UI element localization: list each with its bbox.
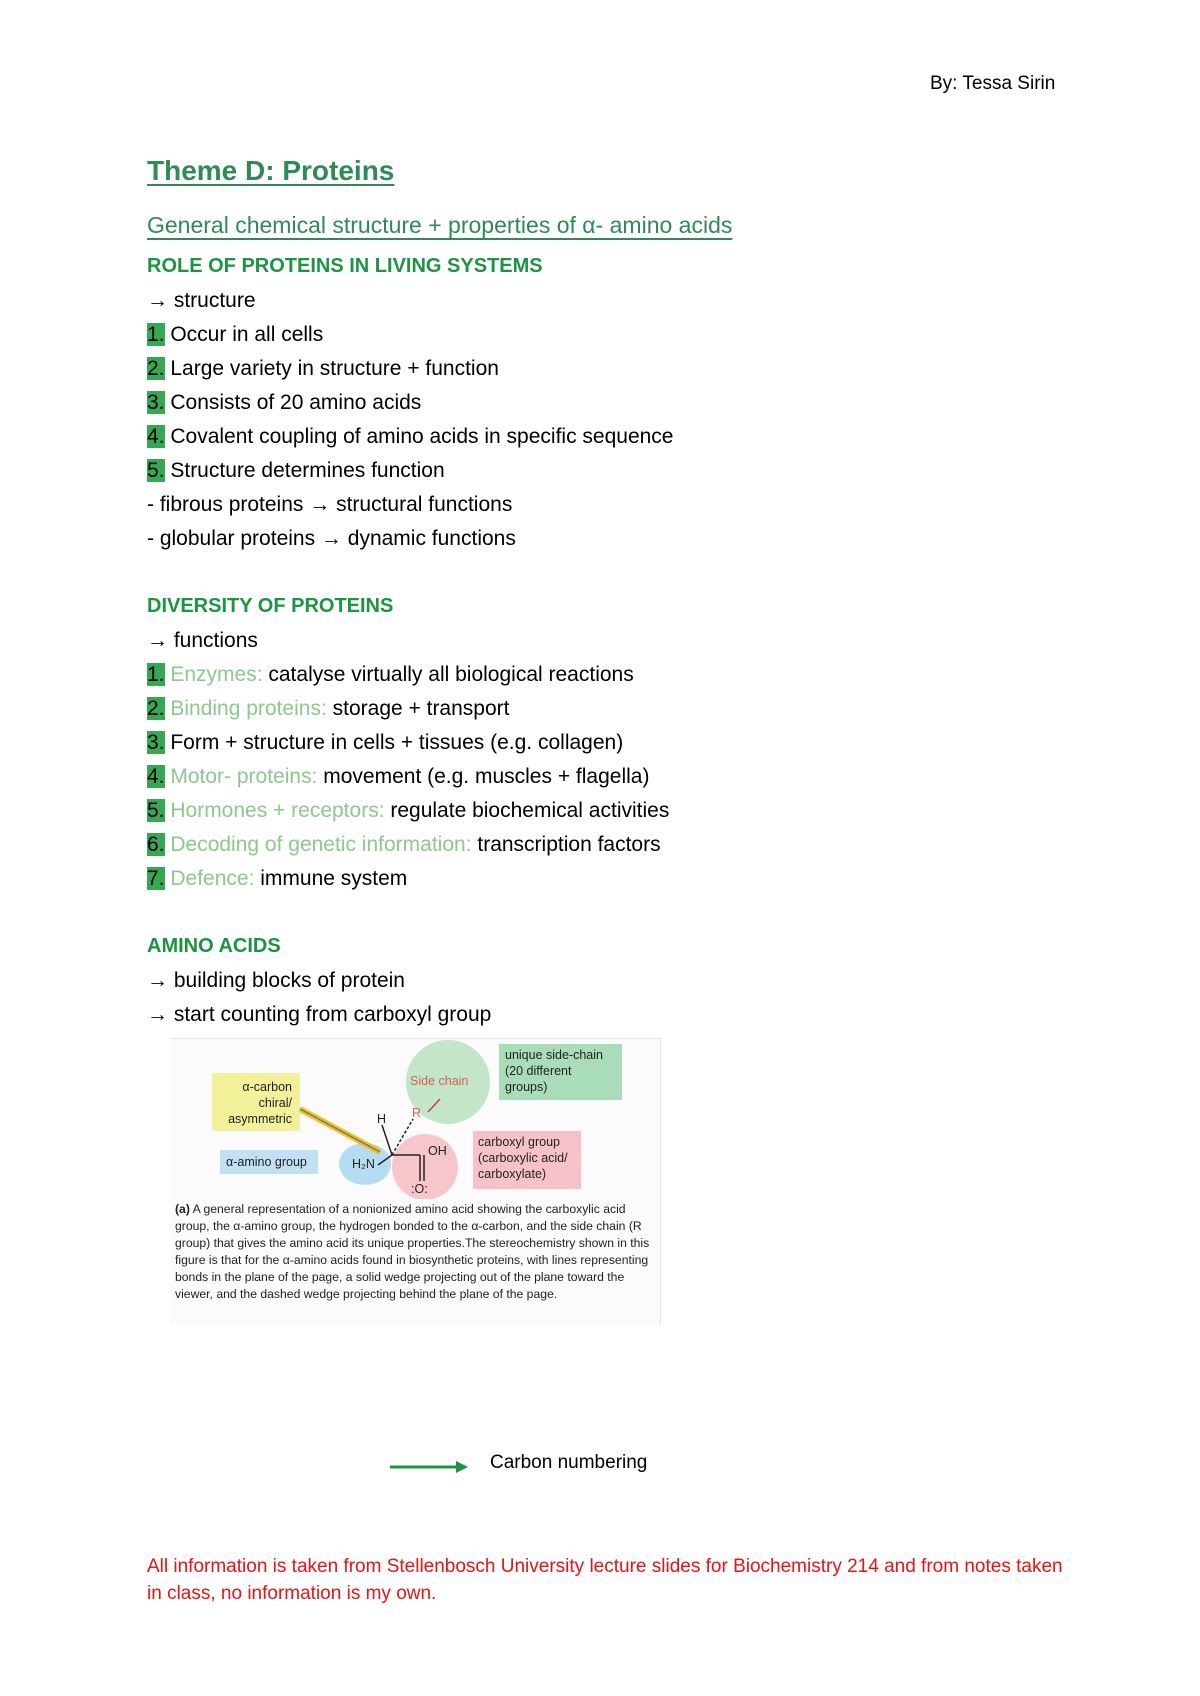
section-heading-diversity: DIVERSITY OF PROTEINS: [147, 595, 394, 617]
unique-side-chain-label: unique side-chain (20 different groups): [505, 1048, 603, 1094]
item-number: 4.: [147, 765, 165, 788]
atom-r: R: [412, 1106, 422, 1120]
list-item: 1. Occur in all cells: [147, 323, 324, 346]
list-item: → structure: [147, 289, 256, 312]
atom-oh: OH: [428, 1144, 447, 1158]
carbon-numbering-label: Carbon numbering: [490, 1452, 648, 1473]
list-item: 2. Binding proteins: storage + transport: [147, 697, 510, 720]
author-byline: By: Tessa Sirin: [930, 73, 1056, 94]
list-item: 6. Decoding of genetic information: transcription factors: [147, 833, 661, 856]
item-number: 1.: [147, 663, 165, 686]
disclaimer-note: All information is taken from Stellenbosch University lecture slides for Biochemistry 214 and from notes taken in class, no information is my own.: [147, 1556, 1063, 1604]
item-label: Decoding of genetic information:: [164, 833, 472, 856]
section-heading-amino-acids: AMINO ACIDS: [147, 935, 281, 957]
item-number: 3.: [147, 731, 165, 754]
atom-h: H: [377, 1112, 387, 1126]
carboxyl-group-label: carboxyl group (carboxylic acid/ carboxylate): [478, 1135, 568, 1181]
list-item: - globular proteins → dynamic functions: [147, 527, 516, 550]
item-label: Binding proteins:: [164, 697, 327, 720]
section-heading-role: ROLE OF PROTEINS IN LIVING SYSTEMS: [147, 255, 543, 277]
alpha-carbon-label: α-carbon chiral/ asymmetric: [228, 1080, 292, 1126]
item-number: 2.: [147, 357, 165, 380]
list-item: 5. Hormones + receptors: regulate biochemical activities: [147, 799, 670, 822]
page-title: Theme D: Proteins: [147, 155, 395, 186]
right-arrow-icon: [390, 1460, 470, 1474]
item-label: Enzymes:: [164, 663, 263, 686]
atom-h2n: H₂N: [352, 1157, 375, 1171]
list-item: 5. Structure determines function: [147, 459, 445, 482]
item-number: 6.: [147, 833, 165, 856]
item-number: 5.: [147, 459, 165, 482]
carbon-numbering-note: [390, 1452, 690, 1482]
item-number: 7.: [147, 867, 165, 890]
item-number: 2.: [147, 697, 165, 720]
item-number: 1.: [147, 323, 165, 346]
list-item: → functions: [147, 629, 258, 652]
caption-text: A general representation of a nonionized amino acid showing the carboxylic acid group, the α-amino group, the hydrogen bonded to the α-carbon, and the side chain (R group) that gives the amino acid its unique properties.The stereochemistry shown in this figure is that for the α-amino acids found in biosynthetic proteins, with lines representing bonds in the plane of the page, a solid wedge projecting out of the plane toward the viewer, and the dashed wedge projecting behind the plane of the page.: [175, 1202, 650, 1301]
item-number: 5.: [147, 799, 165, 822]
list-item: 4. Covalent coupling of amino acids in specific sequence: [147, 425, 674, 448]
list-item: 4. Motor- proteins: movement (e.g. muscles + flagella): [147, 765, 650, 788]
alpha-amino-group-label: α-amino group: [226, 1155, 307, 1169]
list-item: 7. Defence: immune system: [147, 867, 408, 890]
item-number: 3.: [147, 391, 165, 414]
caption-label: (a): [175, 1202, 190, 1216]
side-chain-label: Side chain: [410, 1074, 469, 1088]
atom-o: :O:: [411, 1182, 428, 1196]
list-item: - fibrous proteins → structural functions: [147, 493, 513, 516]
list-item: 1. Enzymes: catalyse virtually all biological reactions: [147, 663, 634, 686]
item-number: 4.: [147, 425, 165, 448]
list-item: → building blocks of protein: [147, 969, 405, 992]
list-item: 3. Form + structure in cells + tissues (e.g. collagen): [147, 731, 624, 754]
figure-caption: [175, 1201, 657, 1303]
page-subtitle: General chemical structure + properties of α- amino acids: [147, 212, 733, 238]
list-item: → start counting from carboxyl group: [147, 1003, 492, 1026]
amino-acid-figure: [170, 1038, 661, 1325]
list-item: 3. Consists of 20 amino acids: [147, 391, 422, 414]
pointer-line-edge: [300, 1109, 380, 1152]
list-item: 2. Large variety in structure + function: [147, 357, 499, 380]
item-label: Defence:: [164, 867, 255, 890]
item-label: Motor- proteins:: [164, 765, 318, 788]
item-label: Hormones + receptors:: [164, 799, 385, 822]
